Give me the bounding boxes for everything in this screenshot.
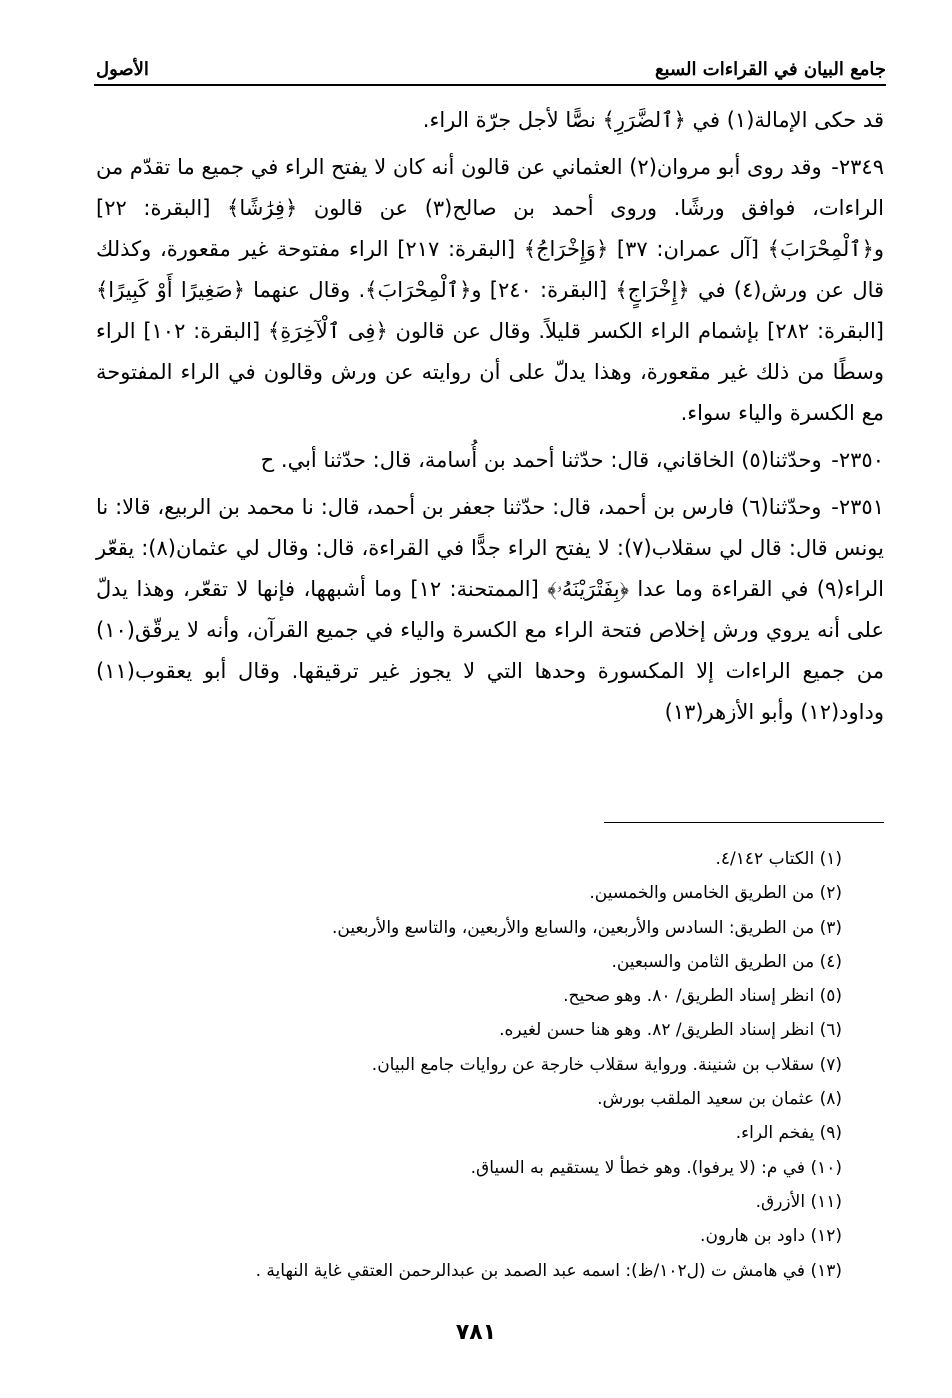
paragraph-text: وحدّثنا(٥) الخاقاني، قال: حدّثنا أحمد بن أُسامة، قال: حدّثنا أبي. ح: [260, 448, 822, 472]
footnote: (١٠) في م: (لا يرفوا). وهو خطأ لا يستقيم به السياق.: [470, 1157, 842, 1178]
footnote: (٦) انظر إسناد الطريق/ ٨٢. وهو هنا حسن لغيره.: [499, 1020, 842, 1041]
footnote: (٤) من الطريق الثامن والسبعين.: [611, 951, 842, 972]
paragraph-2350: [96, 440, 884, 481]
paragraph-text: وحدّثنا(٦) فارس بن أحمد، قال: حدّثنا جعفر بن أحمد، قال: نا محمد بن الربيع، قالا: نا يونس قال: قال لي سقلاب(٧): لا يفتح الراء جدًّا في القراءة، قال: وقال لي عثمان(٨): يقعّر الراء(٩) في القراءة وما عدا ﴿بِفَتْرَيْنَهُۥ﴾ [الممتحنة: ١٢] وما أشبهها، فإنها لا تقعّر، وهذا يدلّ على أنه يروي ورش إخلاص فتحة الراء مع الكسرة والياء في جميع القرآن، وأنه لا يرقّق(١٠) من جميع الراءات إلا المكسورة وحدها التي لا يجوز غير ترقيقها. وقال أبو يعقوب(١١) وداود(١٢) وأبو الأزهر(١٣): [96, 495, 884, 724]
book-title: جامع البيان في القراءات السبع: [654, 59, 886, 80]
footnote: (٣) من الطريق: السادس والأربعين، والسابع والأربعين، والتاسع والأربعين.: [332, 917, 842, 938]
paragraph-2351: [96, 487, 884, 733]
paragraph-number: ٢٣٤٩-: [831, 155, 884, 179]
paragraph-intro: قد حكى الإمالة(١) في ﴿ٱلضَّرَرِ﴾ نصًّا لأجل جرّة الراء.: [422, 108, 884, 132]
paragraph-number: ٢٣٥١-: [831, 495, 884, 519]
footnote-rule: [604, 822, 884, 823]
footnote: (١٣) في هامش ت (ل١٠٢/ظ): اسمه عبد الصمد بن عبدالرحمن العتقي غاية النهاية .: [255, 1260, 842, 1281]
paragraph-2349: [96, 147, 884, 434]
paragraph-text: وقد روى أبو مروان(٢) العثماني عن قالون أنه كان لا يفتح الراء في جميع ما تقدّم من الراءات، فوافق ورشًا. وروى أحمد بن صالح(٣) عن قالون ﴿فِرَٰشًا﴾ [البقرة: ٢٢] و﴿ٱلْمِحْرَابَ﴾ [آل عمران: ٣٧] ﴿وَإِخْرَاجُ﴾ [البقرة: ٢١٧] الراء مفتوحة غير مقعورة، وكذلك قال عن ورش(٤) في ﴿إِخْرَاجٍ﴾ [البقرة: ٢٤٠] و﴿ٱلْمِحْرَابَ﴾. وقال عنهما ﴿صَغِيرًا أَوْ كَبِيرًا﴾ [البقرة: ٢٨٢] بإشمام الراء الكسر قليلاً. وقال عن قالون ﴿فِى ٱلْآخِرَةِ﴾ [البقرة: ١٠٢] الراء وسطًا من ذلك غير مقعورة، وهذا يدلّ على أن روايته عن ورش وقالون في الراء المفتوحة مع الكسرة والياء سواء.: [96, 155, 885, 425]
footnote: (١٢) داود بن هارون.: [700, 1226, 842, 1247]
footnotes: [100, 842, 842, 1288]
footnote: (٧) سقلاب بن شنينة. ورواية سقلاب خارجة عن روايات جامع البيان.: [371, 1054, 842, 1075]
page-number: ٧٨١: [455, 1320, 497, 1345]
running-header: [96, 46, 886, 86]
footnote: (٨) عثمان بن سعيد الملقب بورش.: [597, 1089, 842, 1110]
main-text: [96, 100, 884, 733]
paragraph-number: ٢٣٥٠-: [831, 448, 884, 472]
footnote: (٩) يفخم الراء.: [735, 1123, 842, 1144]
footnote: (١) الكتاب ٤/١٤٢.: [715, 849, 842, 869]
footnote: (٥) انظر إسناد الطريق/ ٨٠. وهو صحيح.: [563, 986, 842, 1007]
section-title: الأصول: [96, 59, 149, 80]
footnote: (٢) من الطريق الخامس والخمسين.: [589, 883, 842, 904]
footnote: (١١) الأزرق.: [755, 1191, 842, 1212]
header-rule: [94, 84, 886, 86]
